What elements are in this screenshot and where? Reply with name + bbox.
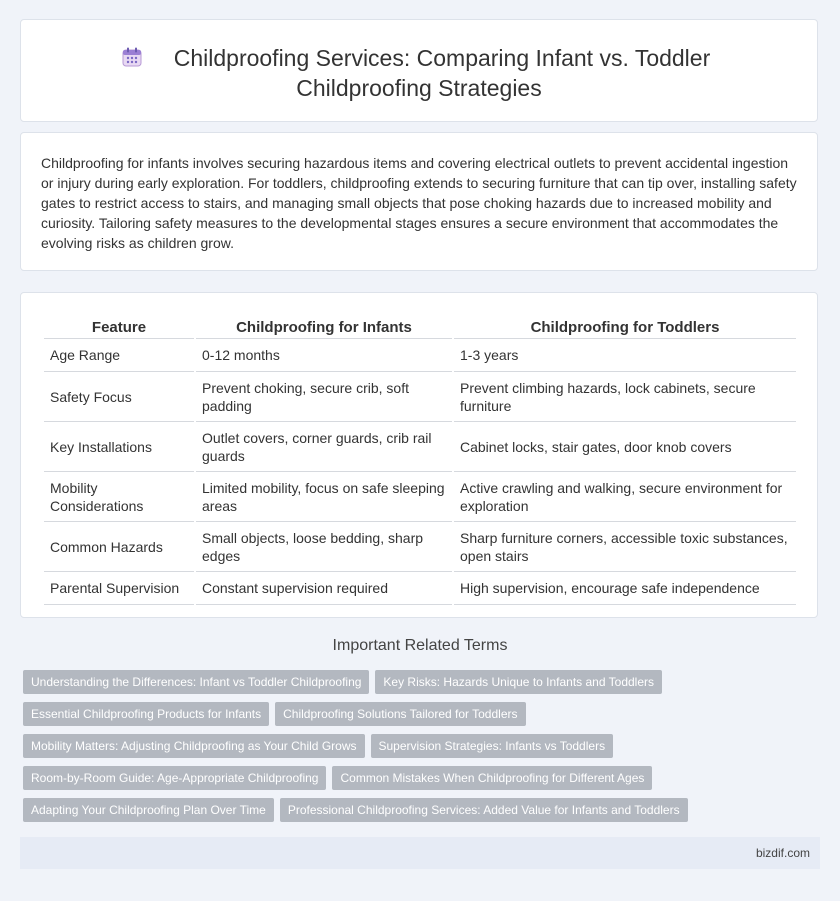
related-term-tag[interactable]: Room-by-Room Guide: Age-Appropriate Childproofing (23, 766, 326, 790)
footer-site-label[interactable]: bizdif.com (755, 846, 810, 860)
table-cell-toddlers: Cabinet locks, stair gates, door knob covers (454, 422, 796, 472)
table-cell-infants: Constant supervision required (196, 572, 452, 605)
table-cell-toddlers: 1-3 years (454, 339, 796, 372)
footer-bar (20, 837, 820, 869)
table-cell-toddlers: Prevent climbing hazards, lock cabinets, secure furniture (454, 372, 796, 422)
table-cell-infants: Limited mobility, focus on safe sleeping areas (196, 472, 452, 522)
table-cell-infants: 0-12 months (196, 339, 452, 372)
table-row (44, 422, 796, 472)
related-term-tag[interactable]: Adapting Your Childproofing Plan Over Time (23, 798, 274, 822)
table-row (44, 522, 796, 572)
page-title-line-2: Childproofing Strategies (296, 75, 542, 101)
related-term-tag[interactable]: Supervision Strategies: Infants vs Toddlers (371, 734, 614, 758)
related-terms-title: Important Related Terms (332, 637, 508, 654)
column-header-feature: Feature (44, 315, 194, 339)
table-cell-feature: Common Hazards (44, 522, 194, 572)
table-cell-toddlers: Sharp furniture corners, accessible toxic substances, open stairs (454, 522, 796, 572)
tag-row (23, 670, 723, 702)
table-cell-infants: Outlet covers, corner guards, crib rail guards (196, 422, 452, 472)
tag-row (23, 702, 723, 734)
comparison-table-card (20, 292, 818, 618)
table-row (44, 572, 796, 605)
table-row (44, 472, 796, 522)
table-header-row (44, 315, 796, 339)
related-term-tag[interactable]: Essential Childproofing Products for Infants (23, 702, 269, 726)
related-term-tag[interactable]: Understanding the Differences: Infant vs Toddler Childproofing (23, 670, 369, 694)
tag-row (23, 734, 723, 766)
table-cell-feature: Age Range (44, 339, 194, 372)
table-row (44, 339, 796, 372)
table-cell-feature: Key Installations (44, 422, 194, 472)
table-row (44, 372, 796, 422)
comparison-table (42, 315, 798, 605)
table-cell-feature: Safety Focus (44, 372, 194, 422)
column-header-infants: Childproofing for Infants (196, 315, 452, 339)
related-term-tag[interactable]: Childproofing Solutions Tailored for Toddlers (275, 702, 525, 726)
tag-row (23, 766, 723, 798)
related-term-tag[interactable]: Mobility Matters: Adjusting Childproofing as Your Child Grows (23, 734, 365, 758)
table-cell-toddlers: High supervision, encourage safe independence (454, 572, 796, 605)
table-cell-infants: Prevent choking, secure crib, soft padding (196, 372, 452, 422)
related-term-tag[interactable]: Professional Childproofing Services: Added Value for Infants and Toddlers (280, 798, 688, 822)
table-cell-infants: Small objects, loose bedding, sharp edges (196, 522, 452, 572)
related-terms-list (23, 670, 723, 830)
related-term-tag[interactable]: Key Risks: Hazards Unique to Infants and Toddlers (375, 670, 662, 694)
intro-paragraph: Childproofing for infants involves securing hazardous items and covering electrical outlets to prevent accidental ingestion or injury during early exploration. For toddlers, childproofing extends to securing furniture that can tip over, installing safety gates to restrict access to stairs, and managing small objects that pose choking hazards due to increased mobility and curiosity. Tailoring safety measures to the developmental stages ensures a secure environment that accommodates the evolving risks as children grow. (41, 155, 797, 251)
tag-row (23, 798, 723, 830)
table-cell-feature: Parental Supervision (44, 572, 194, 605)
page-title (21, 43, 817, 103)
table-cell-toddlers: Active crawling and walking, secure environment for exploration (454, 472, 796, 522)
header-card (20, 19, 818, 122)
related-term-tag[interactable]: Common Mistakes When Childproofing for Different Ages (332, 766, 652, 790)
table-cell-feature: Mobility Considerations (44, 472, 194, 522)
column-header-toddlers: Childproofing for Toddlers (454, 315, 796, 339)
page-title-line-1: Childproofing Services: Comparing Infant vs. Toddler (173, 45, 711, 71)
intro-card (20, 132, 818, 271)
